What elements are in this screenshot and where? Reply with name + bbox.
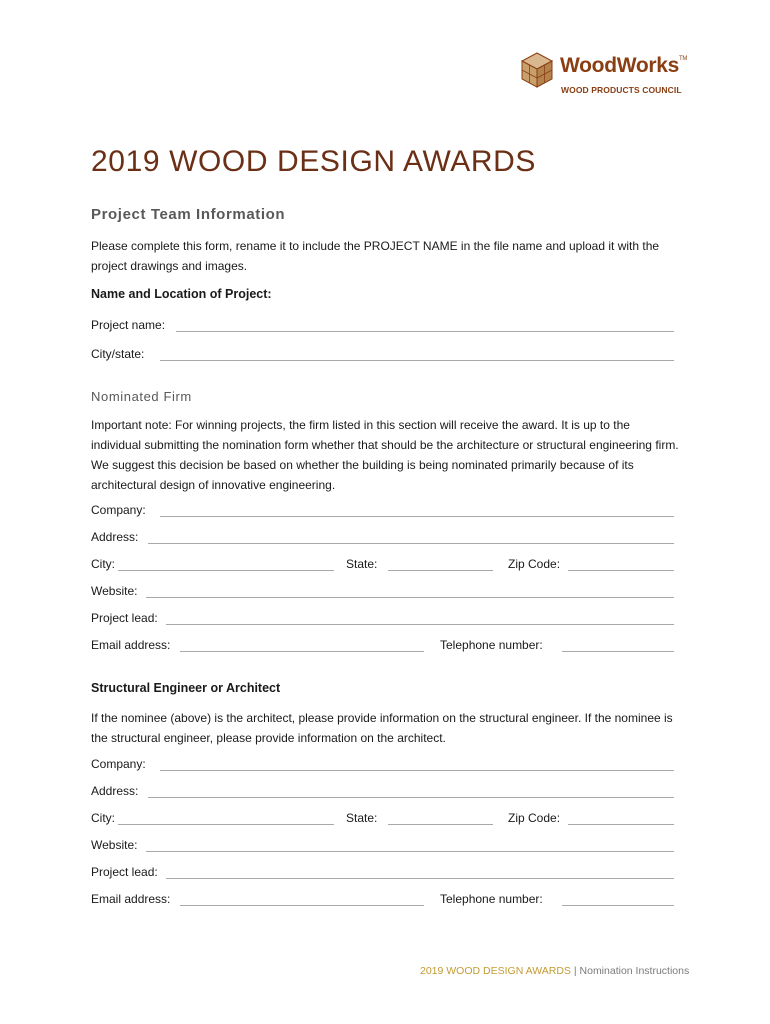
se-state-field[interactable] — [388, 824, 493, 825]
se-project-lead-label: Project lead: — [91, 865, 158, 879]
woodworks-logo — [520, 52, 720, 98]
location-heading: Name and Location of Project: — [91, 287, 272, 301]
nf-website-label: Website: — [91, 584, 138, 598]
se-zip-label: Zip Code: — [508, 811, 561, 825]
nf-city-field[interactable] — [118, 570, 334, 571]
se-zip-field[interactable] — [568, 824, 674, 825]
se-city-field[interactable] — [118, 824, 334, 825]
structural-heading: Structural Engineer or Architect — [91, 681, 281, 695]
project-name-field[interactable] — [176, 331, 674, 332]
project-team-intro: Please complete this form, rename it to include the PROJECT NAME in the file name and upload it with the project drawings and images. — [91, 239, 660, 273]
nf-address-label: Address: — [91, 530, 139, 544]
nf-address-field[interactable] — [148, 543, 674, 544]
logo-subtitle: WOOD PRODUCTS COUNCIL — [561, 85, 682, 95]
page-title: 2019 WOOD DESIGN AWARDS — [91, 145, 537, 178]
structural-note: If the nominee (above) is the architect, please provide information on the structural engineer. If the nominee is the structural engineer, please provide information on the architect. — [91, 711, 673, 745]
project-team-heading: Project Team Information — [91, 206, 286, 223]
logo-trademark: TM — [679, 56, 688, 62]
se-telephone-label: Telephone number: — [440, 892, 543, 906]
nf-telephone-field[interactable] — [562, 651, 674, 652]
footer-separator: | — [573, 965, 577, 977]
logo-wordmark — [560, 54, 687, 78]
se-company-label: Company: — [91, 757, 146, 771]
page-footer — [420, 965, 689, 977]
nominated-firm-heading: Nominated Firm — [91, 389, 192, 404]
nf-email-label: Email address: — [91, 638, 171, 652]
nf-state-field[interactable] — [388, 570, 493, 571]
se-state-label: State: — [346, 811, 378, 825]
nf-project-lead-label: Project lead: — [91, 611, 158, 625]
se-website-label: Website: — [91, 838, 138, 852]
nf-zip-field[interactable] — [568, 570, 674, 571]
se-city-label: City: — [91, 811, 115, 825]
nf-city-label: City: — [91, 557, 115, 571]
nf-company-label: Company: — [91, 503, 146, 517]
se-telephone-field[interactable] — [562, 905, 674, 906]
city-state-label: City/state: — [91, 347, 145, 361]
logo-name-text: WoodWorks — [560, 54, 680, 77]
nf-telephone-label: Telephone number: — [440, 638, 543, 652]
se-address-label: Address: — [91, 784, 139, 798]
footer-subtitle: Nomination Instructions — [579, 965, 690, 977]
nf-state-label: State: — [346, 557, 378, 571]
nf-zip-label: Zip Code: — [508, 557, 561, 571]
nf-email-field[interactable] — [180, 651, 424, 652]
se-project-lead-field[interactable] — [166, 878, 674, 879]
se-email-label: Email address: — [91, 892, 171, 906]
wood-cube-icon — [520, 52, 554, 88]
nominated-firm-note: Important note: For winning projects, the firm listed in this section will receive the award. It is up to the individual submitting the nomination form whether that should be the architecture or structural engineering firm. We suggest this decision be based on whether the building is being nominated primarily because of its architectural design of innovative engineering. — [91, 418, 679, 492]
footer-title: 2019 WOOD DESIGN AWARDS — [420, 965, 571, 977]
se-address-field[interactable] — [148, 797, 674, 798]
nf-company-field[interactable] — [160, 516, 674, 517]
se-website-field[interactable] — [146, 851, 674, 852]
project-name-label: Project name: — [91, 318, 166, 332]
city-state-field[interactable] — [160, 360, 674, 361]
nf-website-field[interactable] — [146, 597, 674, 598]
se-email-field[interactable] — [180, 905, 424, 906]
se-company-field[interactable] — [160, 770, 674, 771]
nf-project-lead-field[interactable] — [166, 624, 674, 625]
